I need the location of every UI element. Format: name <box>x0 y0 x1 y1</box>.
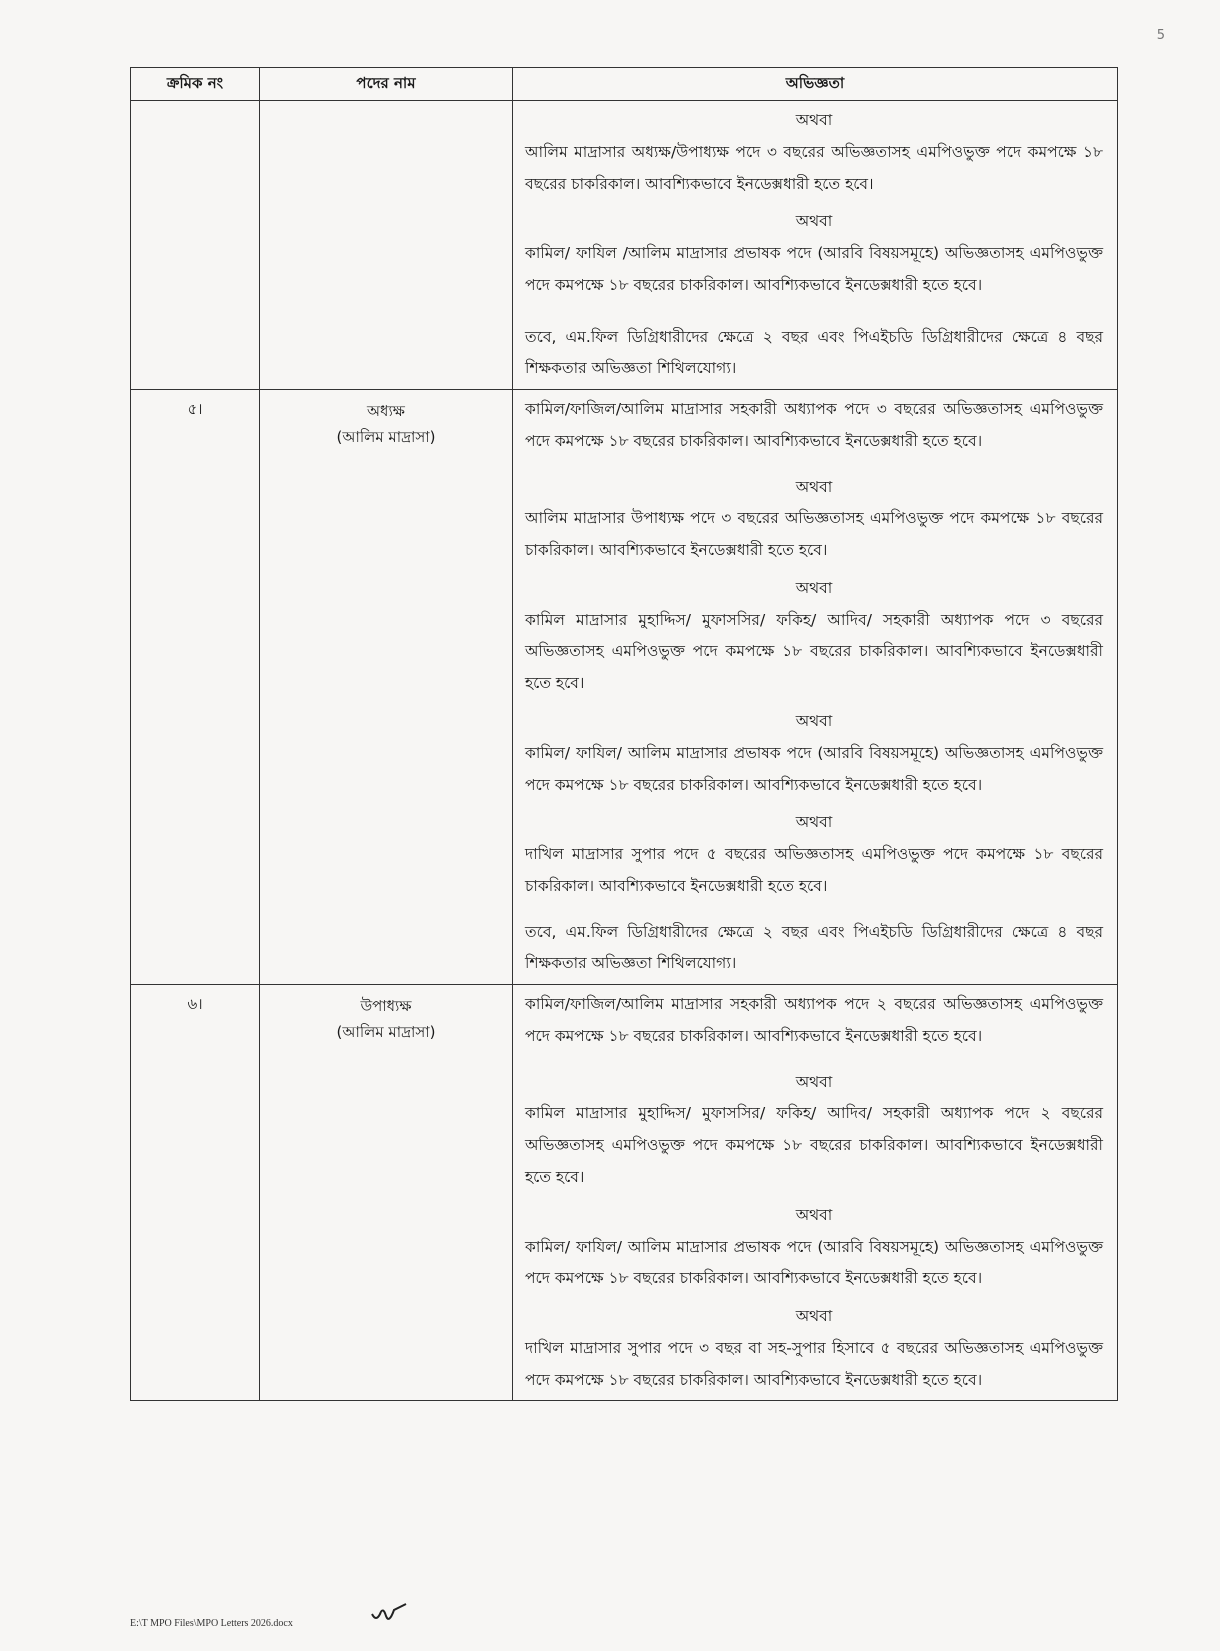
relaxation-note: তবে, এম.ফিল ডিগ্রিধারীদের ক্ষেত্রে ২ বছর এবং পিএইচডি ডিগ্রিধারীদের ক্ষেত্রে ৪ বছর শিক্ষকতার অভিজ্ঞতা শিথিলযোগ্য। <box>525 922 1103 973</box>
post-cell <box>260 390 513 985</box>
or-separator: অথবা <box>795 578 833 597</box>
serial-cell: ৬। <box>131 985 260 1401</box>
table-row-vice-principal <box>131 985 1118 1401</box>
header-post: পদের নাম <box>260 68 513 101</box>
experience-paragraph: কামিল মাদ্রাসার মুহাদ্দিস/ মুফাসসির/ ফকিহ/ আদিব/ সহকারী অধ্যাপক পদে ৩ বছরের অভিজ্ঞতাসহ এমপিওভুক্ত পদে কমপক্ষে ১৮ বছরের চাকরিকাল। আবশ্যিকভাবে ইনডেক্সধারী হতে হবে। <box>525 610 1103 693</box>
qualification-table <box>130 67 1118 1401</box>
experience-paragraph: কামিল মাদ্রাসার মুহাদ্দিস/ মুফাসসির/ ফকিহ/ আদিব/ সহকারী অধ্যাপক পদে ২ বছরের অভিজ্ঞতাসহ এমপিওভুক্ত পদে কমপক্ষে ১৮ বছরের চাকরিকাল। আবশ্যিকভাবে ইনডেক্সধারী হতে হবে। <box>525 1104 1103 1186</box>
or-separator: অথবা <box>795 111 833 129</box>
or-separator: অথবা <box>795 1307 833 1326</box>
or-separator: অথবা <box>795 477 833 496</box>
table-row-principal <box>131 390 1118 985</box>
experience-paragraph: আলিম মাদ্রাসার অধ্যক্ষ/উপাধ্যক্ষ পদে ৩ বছরের অভিজ্ঞতাসহ এমপিওভুক্ত পদে কমপক্ষে ১৮ বছরের চাকরিকাল। আবশ্যিকভাবে ইনডেক্সধারী হতে হবে। <box>525 142 1103 193</box>
or-separator: অথবা <box>795 712 833 731</box>
or-separator: অথবা <box>795 1205 833 1224</box>
experience-paragraph: কামিল/ ফাযিল/ আলিম মাদ্রাসার প্রভাষক পদে (আরবি বিষয়সমূহে) অভিজ্ঞতাসহ এমপিওভুক্ত পদে কমপক্ষে ১৮ বছরের চাকরিকাল। আবশ্যিকভাবে ইনডেক্সধারী হতে হবে। <box>525 743 1103 794</box>
table-header-row <box>131 68 1118 101</box>
serial-cell-empty <box>131 101 260 390</box>
post-cell <box>260 985 513 1401</box>
experience-paragraph: কামিল/ ফাযিল/ আলিম মাদ্রাসার প্রভাষক পদে (আরবি বিষয়সমূহে) অভিজ্ঞতাসহ এমপিওভুক্ত পদে কমপক্ষে ১৮ বছরের চাকরিকাল। আবশ্যিকভাবে ইনডেক্সধারী হতে হবে। <box>525 1237 1103 1288</box>
experience-paragraph: দাখিল মাদ্রাসার সুপার পদে ৩ বছর বা সহ-সুপার হিসাবে ৫ বছরের অভিজ্ঞতাসহ এমপিওভুক্ত পদে কমপক্ষে ১৮ বছরের চাকরিকাল। আবশ্যিকভাবে ইনডেক্সধারী হতে হবে। <box>525 1338 1103 1389</box>
post-title: উপাধ্যক্ষ <box>360 997 412 1016</box>
or-separator: অথবা <box>795 1072 833 1091</box>
experience-paragraph: আলিম মাদ্রাসার উপাধ্যক্ষ পদে ৩ বছরের অভিজ্ঞতাসহ এমপিওভুক্ত পদে কমপক্ষে ১৮ বছরের চাকরিকাল। আবশ্যিকভাবে ইনডেক্সধারী হতে হবে। <box>525 509 1103 560</box>
experience-cell <box>513 985 1118 1401</box>
or-separator: অথবা <box>795 212 833 231</box>
post-title: অধ্যক্ষ <box>367 402 405 421</box>
experience-paragraph: কামিল/ফাজিল/আলিম মাদ্রাসার সহকারী অধ্যাপক পদে ২ বছরের অভিজ্ঞতাসহ এমপিওভুক্ত পদে কমপক্ষে ১৮ বছরের চাকরিকাল। আবশ্যিকভাবে ইনডেক্সধারী হতে হবে। <box>525 995 1103 1045</box>
or-separator: অথবা <box>795 813 833 832</box>
initials-signature <box>370 1600 414 1626</box>
experience-paragraph: কামিল/ফাজিল/আলিম মাদ্রাসার সহকারী অধ্যাপক পদে ৩ বছরের অভিজ্ঞতাসহ এমপিওভুক্ত পদে কমপক্ষে ১৮ বছরের চাকরিকাল। আবশ্যিকভাবে ইনডেক্সধারী হতে হবে। <box>525 400 1103 450</box>
table-row-continued <box>131 101 1118 390</box>
post-institution: (আলিম মাদ্রাসা) <box>336 428 436 447</box>
file-path-footer: E:\T MPO Files\MPO Letters 2026.docx <box>130 1618 293 1629</box>
post-cell-empty <box>260 101 513 390</box>
header-experience: অভিজ্ঞতা <box>513 68 1118 101</box>
experience-paragraph: কামিল/ ফাযিল /আলিম মাদ্রাসার প্রভাষক পদে (আরবি বিষয়সমূহে) অভিজ্ঞতাসহ এমপিওভুক্ত পদে কমপক্ষে ১৮ বছরের চাকরিকাল। আবশ্যিকভাবে ইনডেক্সধারী হতে হবে। <box>525 244 1103 294</box>
page-number: 5 <box>1156 28 1165 43</box>
serial-cell: ৫। <box>131 390 260 985</box>
experience-cell <box>513 390 1118 985</box>
header-serial: ক্রমিক নং <box>131 68 260 101</box>
post-institution: (আলিম মাদ্রাসা) <box>336 1023 436 1042</box>
relaxation-note: তবে, এম.ফিল ডিগ্রিধারীদের ক্ষেত্রে ২ বছর এবং পিএইচডি ডিগ্রিধারীদের ক্ষেত্রে ৪ বছর শিক্ষকতার অভিজ্ঞতা শিথিলযোগ্য। <box>525 327 1103 378</box>
experience-cell <box>513 101 1118 390</box>
experience-paragraph: দাখিল মাদ্রাসার সুপার পদে ৫ বছরের অভিজ্ঞতাসহ এমপিওভুক্ত পদে কমপক্ষে ১৮ বছরের চাকরিকাল। আবশ্যিকভাবে ইনডেক্সধারী হতে হবে। <box>525 845 1103 895</box>
